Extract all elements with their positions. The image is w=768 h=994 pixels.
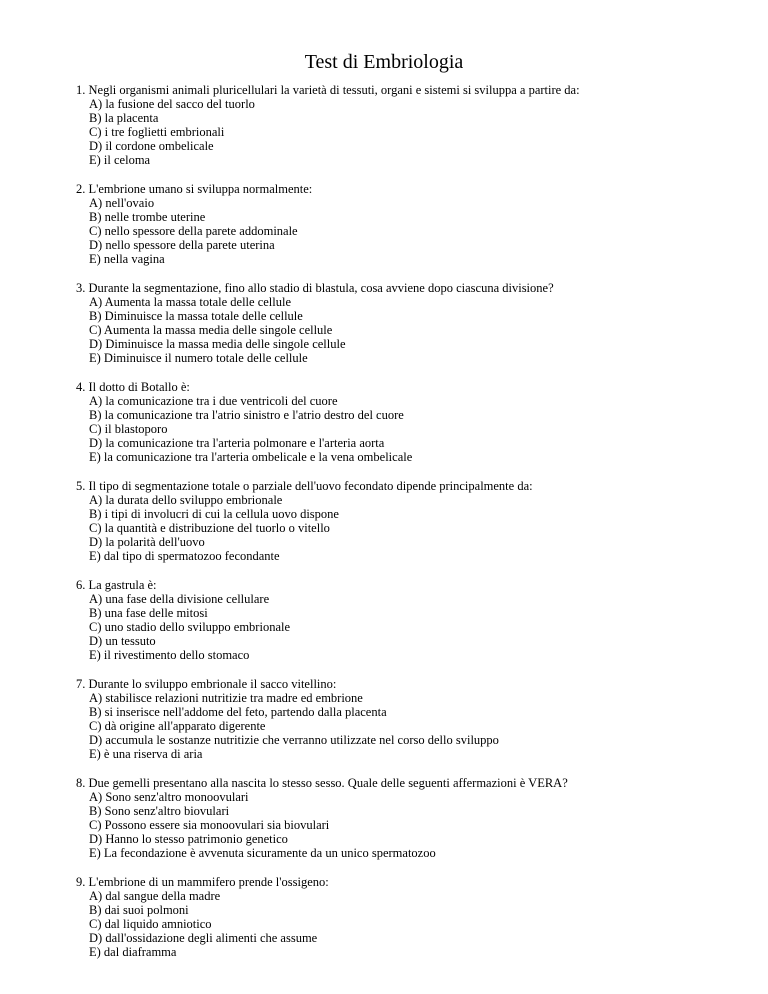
answer-option: E) il rivestimento dello stomaco (89, 647, 250, 662)
answer-options (76, 593, 736, 663)
answer-option: B) dai suoi polmoni (89, 903, 189, 918)
question-7 (76, 678, 736, 761)
answer-option: C) dà origine all'apparato digerente (89, 718, 266, 733)
answer-options (76, 791, 736, 861)
answer-options (76, 494, 736, 564)
question-4 (76, 381, 736, 464)
answer-option: A) nell'ovaio (89, 195, 155, 210)
answer-option: E) La fecondazione è avvenuta sicuramente da un unico spermatozoo (89, 845, 436, 860)
question-list (76, 84, 736, 975)
answer-option: C) dal liquido amniotico (89, 916, 212, 931)
answer-option: A) dal sangue della madre (89, 889, 221, 904)
question-text: 6. La gastrula è: (76, 578, 157, 593)
question-6 (76, 579, 736, 662)
question-8 (76, 777, 736, 860)
answer-option: C) il blastoporo (89, 421, 168, 436)
answer-options (76, 296, 736, 366)
answer-option: E) dal diaframma (89, 944, 177, 959)
answer-option: C) i tre foglietti embrionali (89, 124, 225, 139)
answer-option: A) Sono senz'altro monoovulari (89, 790, 249, 805)
question-text: 4. Il dotto di Botallo è: (76, 380, 190, 395)
question-3 (76, 282, 736, 365)
answer-options (76, 890, 736, 960)
answer-option: B) Diminuisce la massa totale delle cellule (89, 308, 303, 323)
question-text: 3. Durante la segmentazione, fino allo stadio di blastula, cosa avviene dopo ciascuna divisione? (76, 281, 554, 296)
answer-option: D) la polarità dell'uovo (89, 534, 205, 549)
answer-option: C) nello spessore della parete addominale (89, 223, 298, 238)
answer-options (76, 692, 736, 762)
answer-option: B) si inserisce nell'addome del feto, partendo dalla placenta (89, 705, 387, 719)
question-2 (76, 183, 736, 266)
question-5 (76, 480, 736, 563)
answer-options (76, 98, 736, 168)
answer-option: A) una fase della divisione cellulare (89, 592, 270, 607)
question-text: 9. L'embrione di un mammifero prende l'ossigeno: (76, 875, 329, 890)
answer-option: C) Possono essere sia monoovulari sia biovulari (89, 817, 330, 832)
question-text: 7. Durante lo sviluppo embrionale il sacco vitellino: (76, 677, 337, 692)
question-text: 1. Negli organismi animali pluricellulari la varietà di tessuti, organi e sistemi si sviluppa a partire da: (76, 83, 580, 97)
answer-option: D) Hanno lo stesso patrimonio genetico (89, 831, 288, 846)
answer-option: C) la quantità e distribuzione del tuorlo o vitello (89, 520, 330, 535)
question-1 (76, 84, 736, 167)
answer-option: B) la comunicazione tra l'atrio sinistro e l'atrio destro del cuore (89, 407, 404, 422)
question-text: 5. Il tipo di segmentazione totale o parziale dell'uovo fecondato dipende principalmente da: (76, 479, 533, 494)
answer-option: E) la comunicazione tra l'arteria ombelicale e la vena ombelicale (89, 449, 413, 464)
answer-option: D) un tessuto (89, 633, 156, 648)
answer-option: E) il celoma (89, 152, 151, 167)
answer-option: D) nello spessore della parete uterina (89, 237, 275, 252)
answer-option: C) uno stadio dello sviluppo embrionale (89, 619, 291, 634)
answer-option: E) Diminuisce il numero totale delle cellule (89, 350, 308, 365)
answer-option: B) una fase delle mitosi (89, 605, 208, 620)
answer-option: E) è una riserva di aria (89, 746, 203, 761)
answer-options (76, 197, 736, 267)
answer-option: B) i tipi di involucri di cui la cellula uovo dispone (89, 506, 339, 521)
answer-option: D) dall'ossidazione degli alimenti che assume (89, 930, 318, 945)
answer-option: E) nella vagina (89, 251, 165, 266)
question-9 (76, 876, 736, 959)
answer-option: A) stabilisce relazioni nutritizie tra madre ed embrione (89, 691, 363, 706)
answer-option: B) la placenta (89, 110, 159, 125)
answer-option: D) il cordone ombelicale (89, 138, 214, 153)
page-title: Test di Embriologia (304, 51, 464, 73)
answer-option: A) Aumenta la massa totale delle cellule (89, 294, 292, 309)
answer-option: E) dal tipo di spermatozoo fecondante (89, 548, 280, 563)
question-text: 2. L'embrione umano si sviluppa normalmente: (76, 182, 313, 197)
question-text: 8. Due gemelli presentano alla nascita lo stesso sesso. Quale delle seguenti affermazioni è VERA? (76, 776, 568, 791)
answer-option: A) la fusione del sacco del tuorlo (89, 96, 255, 111)
answer-option: A) la comunicazione tra i due ventricoli del cuore (89, 394, 338, 408)
answer-option: D) la comunicazione tra l'arteria polmonare e l'arteria aorta (89, 435, 385, 450)
answer-option: D) Diminuisce la massa media delle singole cellule (89, 336, 346, 351)
answer-option: D) accumula le sostanze nutritizie che verranno utilizzate nel corso dello sviluppo (89, 732, 499, 747)
answer-option: C) Aumenta la massa media delle singole cellule (89, 322, 333, 337)
answer-option: B) Sono senz'altro biovulari (89, 804, 230, 819)
answer-option: B) nelle trombe uterine (89, 209, 206, 224)
answer-options (76, 395, 736, 465)
answer-option: A) la durata dello sviluppo embrionale (89, 493, 283, 508)
